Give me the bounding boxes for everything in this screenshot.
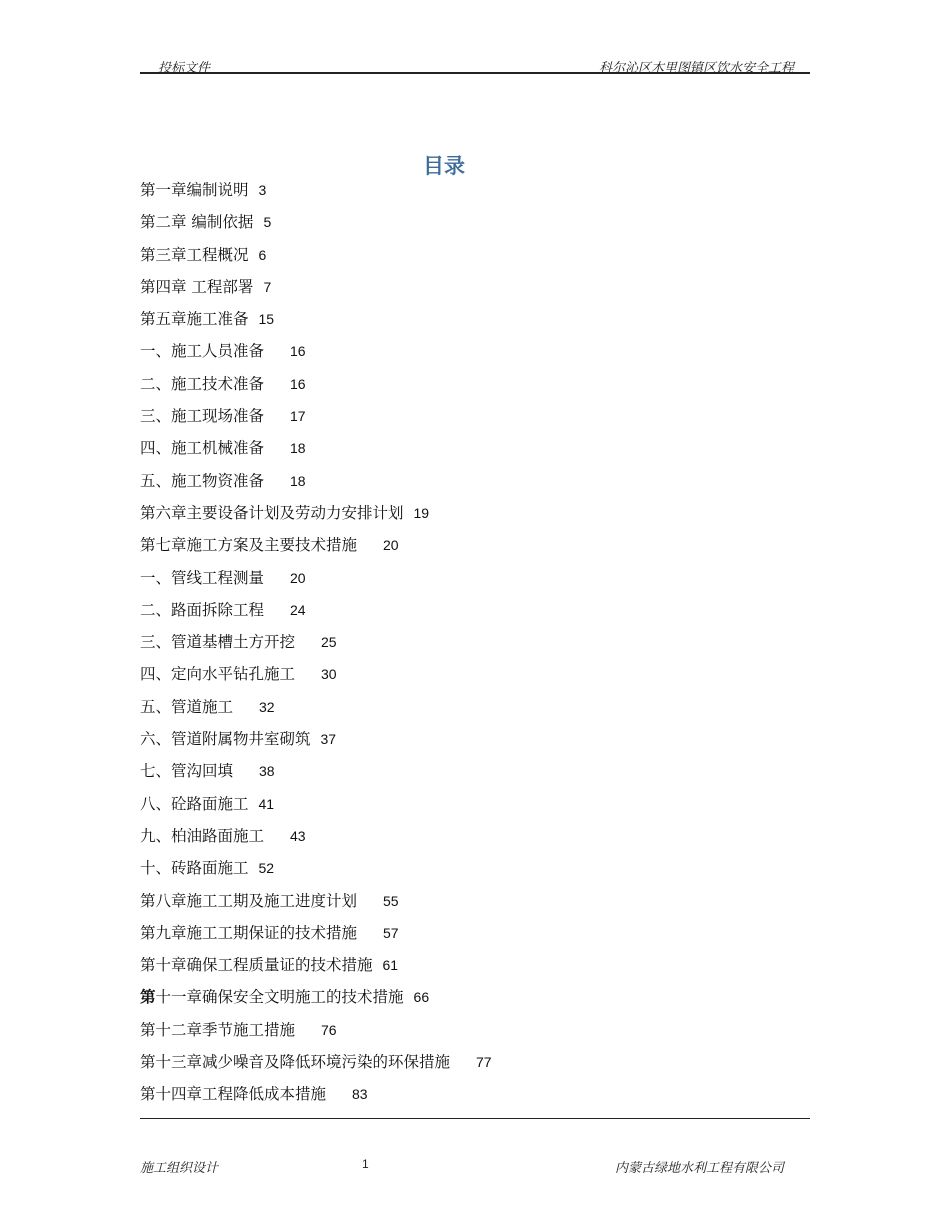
- toc-entry[interactable]: [140, 438, 492, 470]
- toc-entry-title: 第八章施工工期及施工进度计划: [140, 891, 358, 910]
- toc-entry-page: 77: [476, 1054, 492, 1071]
- toc-entry-page: 3: [258, 182, 267, 198]
- toc-entry-page: 17: [290, 408, 306, 425]
- toc-entry[interactable]: [140, 858, 492, 890]
- toc-entry[interactable]: [140, 826, 492, 858]
- toc-entry-title: 八、砼路面施工: [140, 794, 249, 813]
- toc-entry-page: 25: [321, 634, 337, 651]
- toc-entry[interactable]: [140, 891, 492, 923]
- toc-entry[interactable]: [140, 535, 492, 567]
- toc-entry[interactable]: [140, 1084, 492, 1116]
- toc-entry-title: 第一章编制说明: [140, 181, 249, 199]
- toc-entry-title: 五、管道施工: [140, 697, 234, 716]
- toc-entry-page: 61: [382, 957, 399, 974]
- toc-entry-page: 5: [263, 214, 272, 231]
- toc-entry-page: 16: [290, 343, 306, 360]
- toc-entry[interactable]: [140, 245, 492, 277]
- toc-entry-page: 20: [290, 569, 306, 586]
- toc-entry-title: 第十一章确保安全文明施工的技术措施: [140, 988, 404, 1007]
- toc-entry-page: 52: [258, 860, 275, 877]
- toc-entry-page: 19: [413, 504, 430, 521]
- toc-entry-page: 66: [413, 989, 430, 1006]
- toc-entry-page: 55: [383, 892, 399, 909]
- footer-divider: [140, 1118, 810, 1119]
- table-of-contents: [140, 180, 492, 1117]
- toc-entry-title: 一、施工人员准备: [140, 342, 265, 361]
- footer-right-text: 内蒙古绿地水利工程有限公司: [614, 1161, 784, 1176]
- toc-entry[interactable]: [140, 729, 492, 761]
- header-divider: [140, 72, 810, 74]
- toc-entry-title: 第十四章工程降低成本措施: [140, 1085, 327, 1104]
- toc-entry[interactable]: [140, 341, 492, 373]
- toc-entry-title: 一、管线工程测量: [140, 568, 265, 587]
- toc-entry-title: 第十章确保工程质量证的技术措施: [140, 956, 373, 975]
- toc-entry[interactable]: [140, 600, 492, 632]
- toc-entry-title: 四、施工机械准备: [140, 439, 265, 458]
- toc-entry-page: 41: [258, 795, 275, 812]
- toc-entry[interactable]: [140, 1052, 492, 1084]
- header-left-text: 投标文件: [158, 61, 211, 76]
- toc-entry-title: 九、柏油路面施工: [140, 826, 265, 845]
- footer-page-number: 1: [362, 1157, 369, 1171]
- toc-entry[interactable]: [140, 761, 492, 793]
- toc-entry-title: 第五章施工准备: [140, 310, 249, 329]
- toc-entry-title: 二、施工技术准备: [140, 374, 265, 393]
- toc-entry-page: 57: [383, 924, 399, 941]
- toc-entry[interactable]: [140, 406, 492, 438]
- toc-entry-page: 43: [290, 827, 306, 844]
- footer-left-text: 施工组织设计: [140, 1161, 219, 1176]
- toc-entry-title: 十、砖路面施工: [140, 859, 249, 878]
- toc-entry-title: 五、施工物资准备: [140, 471, 265, 490]
- toc-entry-title: 三、管道基槽土方开挖: [140, 633, 296, 652]
- toc-entry-title: 四、定向水平钻孔施工: [140, 665, 296, 684]
- toc-entry-title: 第二章 编制依据: [140, 213, 254, 232]
- toc-entry-title: 二、路面拆除工程: [140, 600, 265, 619]
- toc-entry-page: 83: [352, 1086, 368, 1103]
- toc-entry[interactable]: [140, 664, 492, 696]
- toc-entry-title: 第六章主要设备计划及劳动力安排计划: [140, 503, 404, 522]
- toc-title: 目录: [423, 154, 465, 178]
- toc-entry-page: 76: [321, 1021, 337, 1038]
- toc-entry-title: 七、管沟回填: [140, 762, 234, 781]
- toc-entry[interactable]: [140, 503, 492, 535]
- toc-entry-page: 16: [290, 375, 306, 392]
- toc-entry-page: 18: [290, 472, 306, 489]
- toc-entry-page: 18: [290, 440, 306, 457]
- toc-entry-title: 第七章施工方案及主要技术措施: [140, 536, 358, 555]
- toc-entry[interactable]: [140, 632, 492, 664]
- toc-entry-title: 第十三章减少噪音及降低环境污染的环保措施: [140, 1053, 451, 1072]
- toc-entry-title: 第四章 工程部署: [140, 277, 254, 296]
- toc-entry-title: 第三章工程概况: [140, 245, 249, 264]
- toc-entry[interactable]: [140, 1020, 492, 1052]
- toc-entry[interactable]: [140, 955, 492, 987]
- toc-entry-title: 第十二章季节施工措施: [140, 1020, 296, 1039]
- toc-entry[interactable]: [140, 309, 492, 341]
- toc-entry[interactable]: [140, 568, 492, 600]
- toc-entry[interactable]: [140, 471, 492, 503]
- toc-entry[interactable]: [140, 212, 492, 244]
- toc-entry-page: 6: [258, 246, 267, 263]
- toc-entry[interactable]: [140, 923, 492, 955]
- toc-entry-page: 37: [320, 731, 337, 748]
- header-right-text: 科尔沁区木里图镇区饮水安全工程: [598, 61, 794, 76]
- toc-entry[interactable]: [140, 180, 492, 212]
- toc-entry[interactable]: [140, 277, 492, 309]
- toc-entry-page: 15: [258, 311, 275, 328]
- toc-entry-page: 24: [290, 601, 306, 618]
- toc-entry[interactable]: [140, 697, 492, 729]
- toc-entry[interactable]: [140, 987, 492, 1019]
- toc-entry-page: 7: [263, 278, 272, 295]
- toc-entry-page: 20: [383, 537, 399, 554]
- toc-entry-page: 30: [321, 666, 337, 683]
- toc-entry[interactable]: [140, 374, 492, 406]
- toc-entry-title: 三、施工现场准备: [140, 407, 265, 426]
- toc-entry[interactable]: [140, 794, 492, 826]
- toc-entry-page: 32: [259, 698, 275, 715]
- toc-entry-title: 六、管道附属物井室砌筑: [140, 730, 311, 749]
- toc-entry-title: 第九章施工工期保证的技术措施: [140, 923, 358, 942]
- toc-entry-page: 38: [259, 763, 275, 780]
